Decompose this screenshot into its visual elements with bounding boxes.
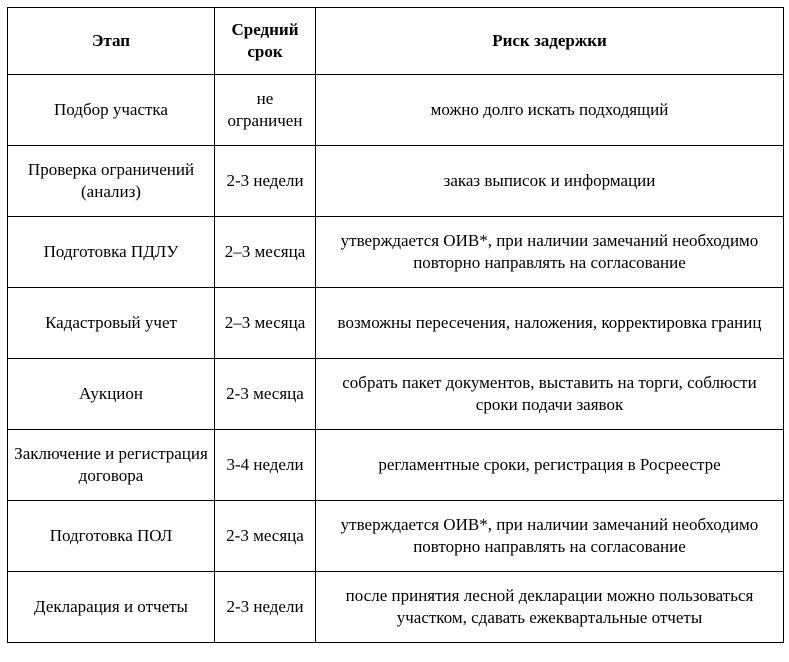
- cell-stage: Подготовка ПОЛ: [8, 501, 215, 572]
- header-row: [8, 8, 784, 75]
- table-row: [8, 146, 784, 217]
- cell-stage: Аукцион: [8, 359, 215, 430]
- cell-risk: утверждается ОИВ*, при наличии замечаний необходимо повторно направлять на согласование: [316, 501, 784, 572]
- table-row: [8, 359, 784, 430]
- cell-risk: можно долго искать подходящий: [316, 75, 784, 146]
- cell-term: 2-3 месяца: [215, 359, 316, 430]
- cell-term: 2-3 месяца: [215, 501, 316, 572]
- cell-stage: Декларация и отчеты: [8, 572, 215, 643]
- cell-term: 2–3 месяца: [215, 217, 316, 288]
- cell-risk: собрать пакет документов, выставить на торги, соблюсти сроки подачи заявок: [316, 359, 784, 430]
- table-row: [8, 288, 784, 359]
- header-stage: Этап: [8, 8, 215, 75]
- header-term: Средний срок: [215, 8, 316, 75]
- cell-risk: регламентные сроки, регистрация в Росреестре: [316, 430, 784, 501]
- cell-stage: Заключение и регистрация договора: [8, 430, 215, 501]
- cell-stage: Подбор участка: [8, 75, 215, 146]
- stages-table: [7, 7, 784, 643]
- cell-stage: Подготовка ПДЛУ: [8, 217, 215, 288]
- cell-stage: Кадастровый учет: [8, 288, 215, 359]
- cell-term: 2–3 месяца: [215, 288, 316, 359]
- cell-risk: возможны пересечения, наложения, корректировка границ: [316, 288, 784, 359]
- table-row: [8, 75, 784, 146]
- cell-risk: после принятия лесной декларации можно пользоваться участком, сдавать ежеквартальные отчеты: [316, 572, 784, 643]
- table-row: [8, 430, 784, 501]
- cell-risk: заказ выписок и информации: [316, 146, 784, 217]
- header-risk: Риск задержки: [316, 8, 784, 75]
- cell-term: 2-3 недели: [215, 572, 316, 643]
- table-row: [8, 572, 784, 643]
- table-row: [8, 501, 784, 572]
- cell-term: не ограничен: [215, 75, 316, 146]
- cell-stage: Проверка ограничений (анализ): [8, 146, 215, 217]
- cell-risk: утверждается ОИВ*, при наличии замечаний необходимо повторно направлять на согласование: [316, 217, 784, 288]
- table-row: [8, 217, 784, 288]
- cell-term: 2-3 недели: [215, 146, 316, 217]
- cell-term: 3-4 недели: [215, 430, 316, 501]
